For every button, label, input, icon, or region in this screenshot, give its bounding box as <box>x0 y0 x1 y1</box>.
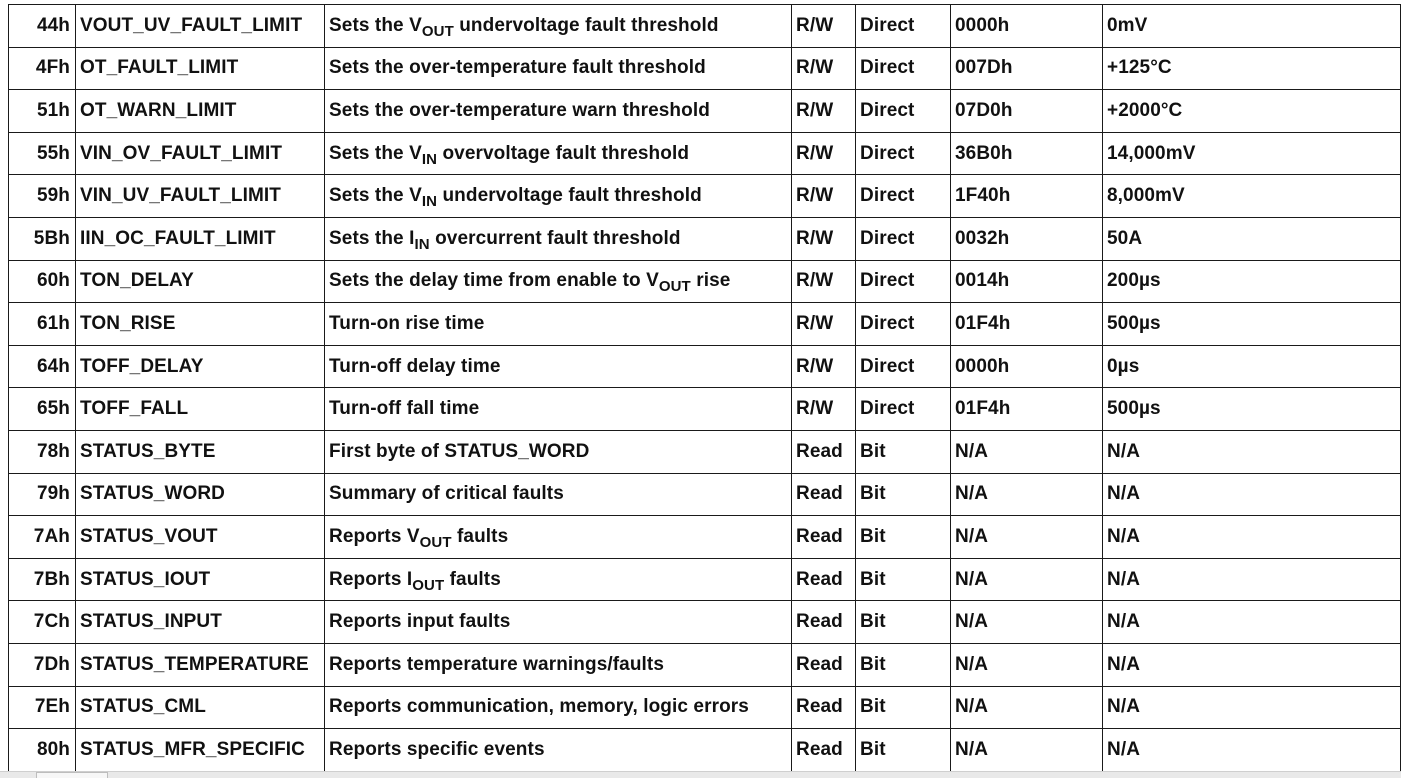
description-cell <box>325 643 792 686</box>
description-cell <box>325 516 792 559</box>
command-code-cell: 7Bh <box>9 558 76 601</box>
default-value-cell: N/A <box>1103 729 1401 772</box>
command-code-cell: 7Ch <box>9 601 76 644</box>
command-code-cell: 5Bh <box>9 217 76 260</box>
description-text: Turn-off delay time <box>329 355 501 377</box>
command-code-cell: 65h <box>9 388 76 431</box>
description-text: Sets the over-temperature warn threshold <box>329 99 710 121</box>
description-cell <box>325 175 792 218</box>
description-text: First byte of STATUS_WORD <box>329 440 590 462</box>
command-name-cell: STATUS_IOUT <box>76 558 325 601</box>
access-cell: Read <box>792 430 856 473</box>
format-cell: Bit <box>856 729 951 772</box>
description-text: Sets the V <box>329 142 422 164</box>
description-text: Reports V <box>329 525 420 547</box>
description-subscript: IN <box>414 235 430 253</box>
default-hex-cell: N/A <box>951 601 1103 644</box>
access-cell: R/W <box>792 47 856 90</box>
description-cell <box>325 601 792 644</box>
command-name-cell: IIN_OC_FAULT_LIMIT <box>76 217 325 260</box>
command-name-cell: STATUS_VOUT <box>76 516 325 559</box>
access-cell: R/W <box>792 90 856 133</box>
default-hex-cell: 01F4h <box>951 303 1103 346</box>
command-name-cell: OT_FAULT_LIMIT <box>76 47 325 90</box>
format-cell: Direct <box>856 175 951 218</box>
description-text-suffix: undervoltage fault threshold <box>453 14 719 36</box>
default-hex-cell: 0000h <box>951 345 1103 388</box>
command-code-cell: 51h <box>9 90 76 133</box>
table-row <box>9 558 1401 601</box>
default-value-cell: 0µs <box>1103 345 1401 388</box>
default-hex-cell: 07D0h <box>951 90 1103 133</box>
default-value-cell: 200µs <box>1103 260 1401 303</box>
description-text: Sets the V <box>329 14 422 36</box>
default-value-cell: 14,000mV <box>1103 132 1401 175</box>
access-cell: R/W <box>792 217 856 260</box>
description-cell <box>325 473 792 516</box>
default-value-cell: N/A <box>1103 473 1401 516</box>
default-hex-cell: N/A <box>951 558 1103 601</box>
description-cell <box>325 47 792 90</box>
description-subscript: IN <box>421 193 438 211</box>
command-name-cell: STATUS_MFR_SPECIFIC <box>76 729 325 772</box>
command-code-cell: 4Fh <box>9 47 76 90</box>
default-hex-cell: 0014h <box>951 260 1103 303</box>
default-hex-cell: 0032h <box>951 217 1103 260</box>
description-text: Reports specific events <box>329 738 545 760</box>
scrollbar-thumb[interactable] <box>36 772 108 778</box>
description-cell <box>325 729 792 772</box>
default-hex-cell: N/A <box>951 516 1103 559</box>
access-cell: Read <box>792 473 856 516</box>
format-cell: Bit <box>856 516 951 559</box>
command-name-cell: VIN_UV_FAULT_LIMIT <box>76 175 325 218</box>
description-subscript: OUT <box>419 533 452 551</box>
access-cell: R/W <box>792 132 856 175</box>
table-row <box>9 516 1401 559</box>
format-cell: Bit <box>856 686 951 729</box>
command-name-cell: TON_RISE <box>76 303 325 346</box>
access-cell: Read <box>792 729 856 772</box>
format-cell: Bit <box>856 430 951 473</box>
command-name-cell: VOUT_UV_FAULT_LIMIT <box>76 5 325 48</box>
description-text: Turn-off fall time <box>329 398 480 420</box>
command-name-cell: VIN_OV_FAULT_LIMIT <box>76 132 325 175</box>
command-name-cell: STATUS_TEMPERATURE <box>76 643 325 686</box>
command-name-cell: TOFF_DELAY <box>76 345 325 388</box>
format-cell: Direct <box>856 388 951 431</box>
table-row <box>9 132 1401 175</box>
description-cell <box>325 217 792 260</box>
access-cell: Read <box>792 686 856 729</box>
default-hex-cell: N/A <box>951 686 1103 729</box>
table-row <box>9 303 1401 346</box>
default-hex-cell: N/A <box>951 430 1103 473</box>
command-code-cell: 60h <box>9 260 76 303</box>
command-code-cell: 61h <box>9 303 76 346</box>
format-cell: Bit <box>856 473 951 516</box>
format-cell: Direct <box>856 5 951 48</box>
access-cell: R/W <box>792 175 856 218</box>
access-cell: R/W <box>792 345 856 388</box>
description-text: Reports input faults <box>329 611 511 633</box>
default-value-cell: N/A <box>1103 686 1401 729</box>
format-cell: Bit <box>856 643 951 686</box>
format-cell: Direct <box>856 260 951 303</box>
table-row <box>9 729 1401 772</box>
description-cell <box>325 5 792 48</box>
description-subscript: IN <box>421 150 438 168</box>
default-value-cell: N/A <box>1103 430 1401 473</box>
default-hex-cell: 36B0h <box>951 132 1103 175</box>
table-row <box>9 47 1401 90</box>
pmbus-command-table-container <box>8 4 1400 772</box>
description-text-suffix: overcurrent fault threshold <box>429 227 681 249</box>
description-text-suffix: overvoltage fault threshold <box>437 142 690 164</box>
command-name-cell: STATUS_BYTE <box>76 430 325 473</box>
access-cell: R/W <box>792 303 856 346</box>
format-cell: Direct <box>856 217 951 260</box>
default-hex-cell: N/A <box>951 473 1103 516</box>
description-cell <box>325 686 792 729</box>
command-code-cell: 7Ah <box>9 516 76 559</box>
access-cell: R/W <box>792 5 856 48</box>
format-cell: Direct <box>856 47 951 90</box>
table-row <box>9 90 1401 133</box>
description-subscript: OUT <box>658 278 691 296</box>
default-value-cell: N/A <box>1103 601 1401 644</box>
access-cell: Read <box>792 601 856 644</box>
description-text: Sets the delay time from enable to V <box>329 270 659 292</box>
command-code-cell: 7Eh <box>9 686 76 729</box>
default-value-cell: 500µs <box>1103 388 1401 431</box>
default-value-cell: N/A <box>1103 516 1401 559</box>
table-row <box>9 473 1401 516</box>
default-value-cell: 8,000mV <box>1103 175 1401 218</box>
default-hex-cell: N/A <box>951 729 1103 772</box>
format-cell: Bit <box>856 558 951 601</box>
access-cell: R/W <box>792 260 856 303</box>
description-cell <box>325 132 792 175</box>
description-cell <box>325 430 792 473</box>
access-cell: Read <box>792 643 856 686</box>
description-text: Turn-on rise time <box>329 312 485 334</box>
table-row <box>9 345 1401 388</box>
pmbus-command-table <box>8 4 1401 772</box>
default-hex-cell: 01F4h <box>951 388 1103 431</box>
access-cell: R/W <box>792 388 856 431</box>
default-value-cell: +2000°C <box>1103 90 1401 133</box>
table-row <box>9 175 1401 218</box>
command-name-cell: OT_WARN_LIMIT <box>76 90 325 133</box>
format-cell: Direct <box>856 132 951 175</box>
format-cell: Direct <box>856 90 951 133</box>
default-hex-cell: 1F40h <box>951 175 1103 218</box>
description-text-suffix: faults <box>444 568 501 590</box>
default-hex-cell: N/A <box>951 643 1103 686</box>
table-row <box>9 643 1401 686</box>
table-row <box>9 217 1401 260</box>
description-text-suffix: faults <box>451 525 509 547</box>
table-body <box>9 5 1401 772</box>
default-hex-cell: 007Dh <box>951 47 1103 90</box>
description-text: Reports I <box>329 568 413 590</box>
table-row <box>9 260 1401 303</box>
table-row <box>9 601 1401 644</box>
description-text: Sets the I <box>329 227 415 249</box>
description-text: Sets the over-temperature fault threshold <box>329 57 706 79</box>
command-code-cell: 59h <box>9 175 76 218</box>
default-value-cell: N/A <box>1103 558 1401 601</box>
command-name-cell: STATUS_CML <box>76 686 325 729</box>
description-subscript: OUT <box>421 22 454 40</box>
description-text-suffix: undervoltage fault threshold <box>437 185 702 207</box>
default-value-cell: +125°C <box>1103 47 1401 90</box>
table-row <box>9 5 1401 48</box>
command-code-cell: 44h <box>9 5 76 48</box>
table-row <box>9 430 1401 473</box>
command-name-cell: STATUS_INPUT <box>76 601 325 644</box>
description-text: Summary of critical faults <box>329 483 564 505</box>
format-cell: Direct <box>856 345 951 388</box>
description-cell <box>325 90 792 133</box>
description-text: Reports communication, memory, logic errors <box>329 696 749 718</box>
default-value-cell: 500µs <box>1103 303 1401 346</box>
command-code-cell: 80h <box>9 729 76 772</box>
description-cell <box>325 388 792 431</box>
access-cell: Read <box>792 558 856 601</box>
command-name-cell: STATUS_WORD <box>76 473 325 516</box>
command-code-cell: 55h <box>9 132 76 175</box>
description-cell <box>325 558 792 601</box>
default-value-cell: N/A <box>1103 643 1401 686</box>
table-row <box>9 686 1401 729</box>
default-value-cell: 50A <box>1103 217 1401 260</box>
default-hex-cell: 0000h <box>951 5 1103 48</box>
command-code-cell: 7Dh <box>9 643 76 686</box>
command-name-cell: TON_DELAY <box>76 260 325 303</box>
description-cell <box>325 303 792 346</box>
description-text: Reports temperature warnings/faults <box>329 653 665 675</box>
description-text: Sets the V <box>329 185 422 207</box>
description-cell <box>325 345 792 388</box>
command-name-cell: TOFF_FALL <box>76 388 325 431</box>
access-cell: Read <box>792 516 856 559</box>
command-code-cell: 79h <box>9 473 76 516</box>
table-row <box>9 388 1401 431</box>
format-cell: Direct <box>856 303 951 346</box>
format-cell: Bit <box>856 601 951 644</box>
description-cell <box>325 260 792 303</box>
description-subscript: OUT <box>412 576 445 594</box>
command-code-cell: 64h <box>9 345 76 388</box>
command-code-cell: 78h <box>9 430 76 473</box>
default-value-cell: 0mV <box>1103 5 1401 48</box>
description-text-suffix: rise <box>690 270 731 292</box>
